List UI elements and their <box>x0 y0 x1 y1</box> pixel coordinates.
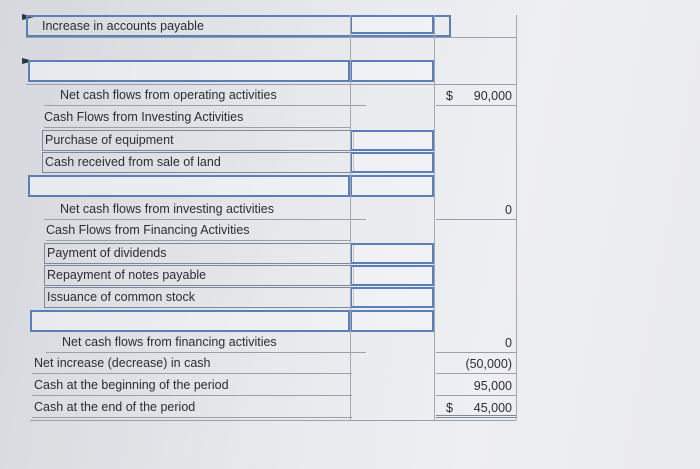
sale-of-land-input[interactable] <box>350 152 434 173</box>
cash-end-amount: 45,000 <box>436 398 516 418</box>
increase-ap-label[interactable]: Increase in accounts payable <box>26 15 451 37</box>
divider <box>26 37 516 38</box>
operating-extra-amount-input[interactable] <box>350 60 434 82</box>
net-financing-label: Net cash flows from financing activities <box>46 333 366 353</box>
operating-extra-label-input[interactable] <box>28 60 350 82</box>
dividends-input[interactable] <box>350 243 434 264</box>
cash-beginning-label: Cash at the beginning of the period <box>32 376 352 396</box>
investing-header: Cash Flows from Investing Activities <box>44 108 350 128</box>
notes-payable-label[interactable]: Repayment of notes payable <box>44 265 354 286</box>
column-rule <box>434 15 435 420</box>
net-financing-amount: 0 <box>436 333 516 353</box>
notes-payable-input[interactable] <box>350 265 434 286</box>
net-increase-amount: (50,000) <box>436 354 516 374</box>
investing-extra-label-input[interactable] <box>28 175 350 197</box>
divider <box>26 84 516 85</box>
column-rule <box>516 15 517 420</box>
column-rule <box>350 15 351 420</box>
net-investing-amount: 0 <box>436 200 516 220</box>
table-bottom-rule <box>30 420 516 421</box>
purchase-equipment-label[interactable]: Purchase of equipment <box>42 130 354 151</box>
increase-ap-input[interactable] <box>350 15 434 34</box>
net-increase-label: Net increase (decrease) in cash <box>32 354 352 374</box>
net-operating-label: Net cash flows from operating activities <box>44 86 366 106</box>
financing-header: Cash Flows from Financing Activities <box>46 221 350 241</box>
net-operating-amount: 90,000 <box>436 86 516 106</box>
net-operating-dollar: $ <box>446 89 453 103</box>
financing-extra-amount-input[interactable] <box>350 310 434 332</box>
financing-extra-label-input[interactable] <box>30 310 350 332</box>
cash-end-dollar: $ <box>446 401 453 415</box>
common-stock-label[interactable]: Issuance of common stock <box>44 287 354 308</box>
sale-of-land-label[interactable]: Cash received from sale of land <box>42 152 354 173</box>
common-stock-input[interactable] <box>350 287 434 308</box>
dividends-label[interactable]: Payment of dividends <box>44 243 354 264</box>
purchase-equipment-input[interactable] <box>350 130 434 151</box>
cash-beginning-amount: 95,000 <box>436 376 516 396</box>
cash-end-label: Cash at the end of the period <box>32 398 352 418</box>
investing-extra-amount-input[interactable] <box>350 175 434 197</box>
net-investing-label: Net cash flows from investing activities <box>44 200 366 220</box>
